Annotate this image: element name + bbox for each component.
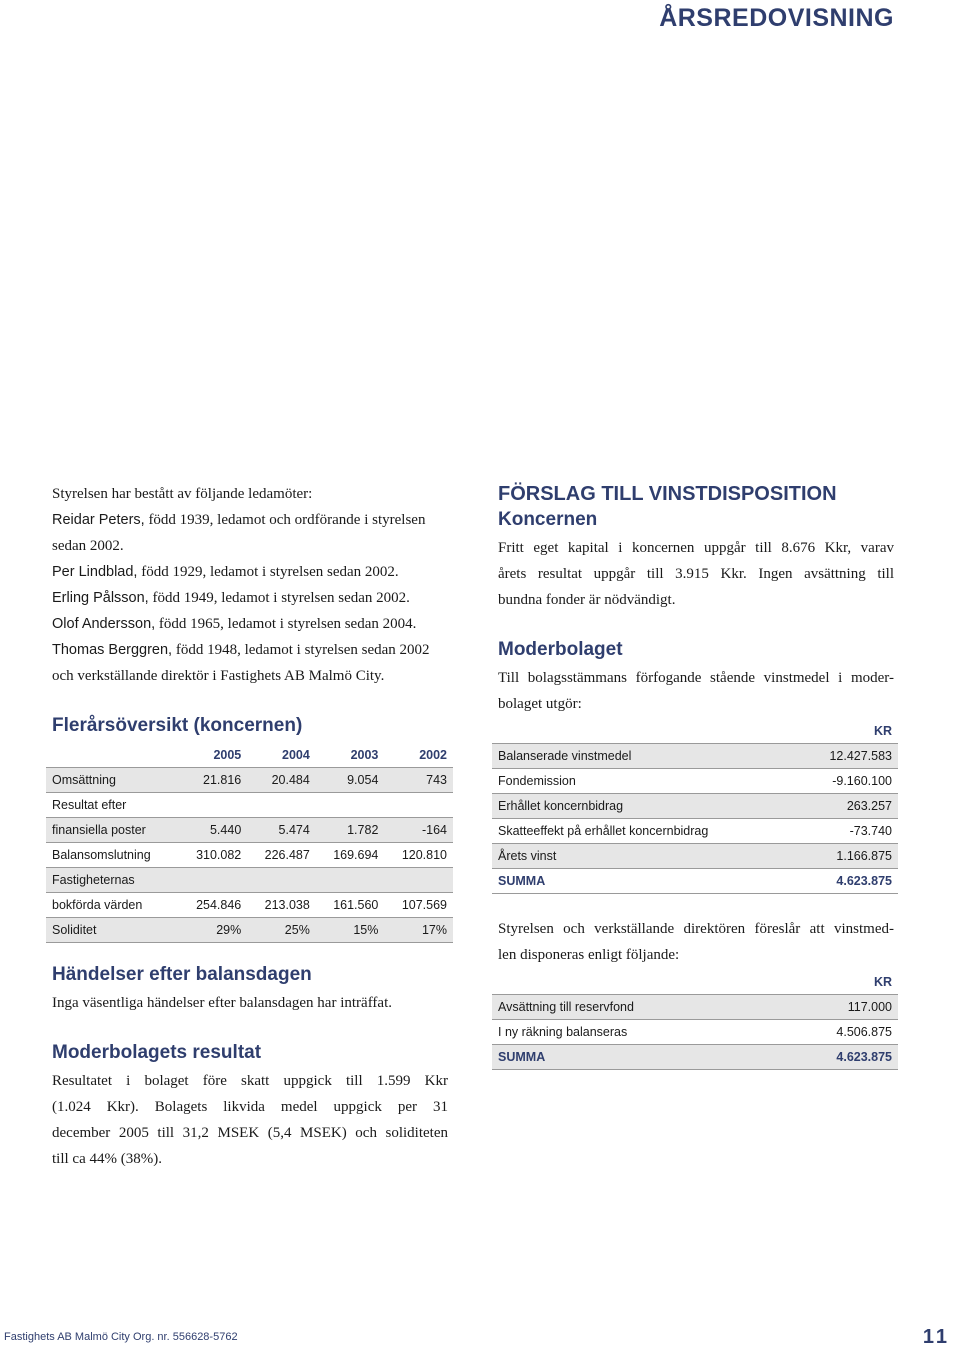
overview-cell: 169.694 [316, 843, 385, 868]
member-details: och verkställande direktör i Fastighets AB Malmö City. [52, 668, 385, 684]
overview-row-label: Balansomslutning [46, 843, 179, 868]
unit-label: KR [796, 719, 898, 744]
board-member-line [52, 507, 462, 533]
member-name: Thomas Berggren, [52, 642, 173, 658]
row-label: Skatteeffekt på erhållet koncernbidrag [492, 819, 796, 844]
overview-cell: 21.816 [179, 768, 248, 793]
row-value: 263.257 [796, 794, 898, 819]
proposal-title: FÖRSLAG TILL VINSTDISPOSITION [498, 483, 837, 505]
overview-cell [384, 868, 453, 893]
row-label: Balanserade vinstmedel [492, 744, 796, 769]
overview-cell: 29% [179, 918, 248, 943]
overview-year-header: 2003 [316, 743, 385, 768]
parent-result-text [52, 1068, 448, 1172]
page-number: 11 [922, 1326, 950, 1348]
sum-value: 4.623.875 [796, 869, 898, 894]
board-member-line [52, 585, 462, 611]
row-label: Avsättning till reservfond [492, 995, 771, 1020]
overview-row [46, 793, 453, 818]
overview-cell [384, 793, 453, 818]
header-title: ÅRSREDOVISNING [659, 4, 894, 32]
overview-row-label: Soliditet [46, 918, 179, 943]
overview-row-label: Resultat efter [46, 793, 179, 818]
table-row [492, 769, 898, 794]
overview-cell: -164 [384, 818, 453, 843]
board-intro: Styrelsen har bestått av följande ledamöter: [52, 486, 313, 502]
member-details: född 1949, ledamot i styrelsen sedan 2002. [148, 590, 410, 606]
row-value: -73.740 [796, 819, 898, 844]
overview-cell: 120.810 [384, 843, 453, 868]
events-title: Händelser efter balansdagen [52, 964, 312, 985]
events-text: Inga väsentliga händelser efter balansdagen har inträffat. [52, 995, 392, 1011]
overview-year-header: 2004 [247, 743, 316, 768]
overview-row [46, 918, 453, 943]
distribution-table [492, 970, 898, 1070]
text-line: bolaget utgör: [498, 696, 582, 712]
overview-header-blank [46, 743, 179, 768]
proposal-text [498, 916, 894, 968]
row-value: -9.160.100 [796, 769, 898, 794]
table-row [492, 1020, 898, 1045]
text-line: årets resultat uppgår till 3.915 Kkr. Ingen avsättning till [498, 566, 894, 582]
group-title: Koncernen [498, 509, 598, 530]
member-details: född 1939, ledamot och ordförande i styrelsen [144, 512, 426, 528]
board-member-line [52, 637, 462, 663]
overview-header-row [46, 743, 453, 768]
text-line: len disponeras enligt följande: [498, 947, 680, 963]
parent-title: Moderbolaget [498, 639, 623, 660]
overview-row-label: bokförda värden [46, 893, 179, 918]
unit-header-row [492, 719, 898, 744]
row-value: 12.427.583 [796, 744, 898, 769]
row-value: 4.506.875 [771, 1020, 898, 1045]
overview-cell: 161.560 [316, 893, 385, 918]
row-label: Årets vinst [492, 844, 796, 869]
overview-cell [179, 793, 248, 818]
overview-cell: 743 [384, 768, 453, 793]
sum-label: SUMMA [492, 1045, 771, 1070]
overview-year-header: 2002 [384, 743, 453, 768]
overview-row-label: Omsättning [46, 768, 179, 793]
member-details: född 1965, ledamot i styrelsen sedan 2004. [155, 616, 417, 632]
overview-cell: 25% [247, 918, 316, 943]
footer-company: Fastighets AB Malmö City Org. nr. 556628-5762 [4, 1331, 238, 1343]
overview-cell: 20.484 [247, 768, 316, 793]
member-details: född 1948, ledamot i styrelsen sedan 2002 [172, 642, 430, 658]
sum-row [492, 1045, 898, 1070]
board-member-line [52, 559, 462, 585]
board-members-list [52, 507, 462, 689]
text-line: till ca 44% (38%). [52, 1151, 162, 1167]
text-line: december 2005 till 31,2 MSEK (5,4 MSEK) och soliditeten [52, 1125, 448, 1141]
table-row [492, 744, 898, 769]
unit-header-blank [492, 970, 771, 995]
member-name: Reidar Peters, [52, 512, 145, 528]
retained-earnings-table [492, 719, 898, 894]
board-member-line [52, 611, 462, 637]
overview-year-header: 2005 [179, 743, 248, 768]
overview-cell: 1.782 [316, 818, 385, 843]
group-text [498, 535, 894, 613]
text-line: bundna fonder är nödvändigt. [498, 592, 676, 608]
overview-cell: 213.038 [247, 893, 316, 918]
board-member-line [52, 663, 462, 689]
overview-cell: 9.054 [316, 768, 385, 793]
overview-row [46, 818, 453, 843]
member-details: född 1929, ledamot i styrelsen sedan 2002. [137, 564, 399, 580]
row-value: 117.000 [771, 995, 898, 1020]
overview-cell: 5.474 [247, 818, 316, 843]
parent-text [498, 665, 894, 717]
overview-cell: 226.487 [247, 843, 316, 868]
table-row [492, 844, 898, 869]
sum-row [492, 869, 898, 894]
row-value: 1.166.875 [796, 844, 898, 869]
overview-cell: 17% [384, 918, 453, 943]
overview-row [46, 868, 453, 893]
table-row [492, 794, 898, 819]
overview-cell [247, 793, 316, 818]
overview-cell: 107.569 [384, 893, 453, 918]
member-name: Erling Pålsson, [52, 590, 149, 606]
overview-cell [247, 868, 316, 893]
overview-row-label: finansiella poster [46, 818, 179, 843]
unit-header-row [492, 970, 898, 995]
overview-table [46, 743, 453, 943]
sum-label: SUMMA [492, 869, 796, 894]
text-line: Till bolagsstämmans förfogande stående vinstmedel i moder- [498, 670, 894, 686]
board-member-line [52, 533, 462, 559]
overview-cell: 254.846 [179, 893, 248, 918]
text-line: Fritt eget kapital i koncernen uppgår till 8.676 Kkr, varav [498, 540, 894, 556]
unit-header-blank [492, 719, 796, 744]
overview-row-label: Fastigheternas [46, 868, 179, 893]
overview-cell [179, 868, 248, 893]
member-name: Per Lindblad, [52, 564, 138, 580]
text-line: Styrelsen och verkställande direktören föreslår att vinstmed- [498, 921, 894, 937]
overview-cell: 5.440 [179, 818, 248, 843]
overview-row [46, 843, 453, 868]
text-line: (1.024 Kkr). Bolagets likvida medel uppgick per 31 [52, 1099, 448, 1115]
text-line: Resultatet i bolaget före skatt uppgick till 1.599 Kkr [52, 1073, 448, 1089]
overview-row [46, 893, 453, 918]
parent-result-title: Moderbolagets resultat [52, 1042, 262, 1063]
table-row [492, 819, 898, 844]
overview-title: Flerårsöversikt (koncernen) [52, 715, 303, 736]
table-row [492, 995, 898, 1020]
row-label: I ny räkning balanseras [492, 1020, 771, 1045]
overview-cell: 310.082 [179, 843, 248, 868]
member-details: sedan 2002. [52, 538, 124, 554]
overview-cell [316, 793, 385, 818]
row-label: Erhållet koncernbidrag [492, 794, 796, 819]
overview-row [46, 768, 453, 793]
sum-value: 4.623.875 [771, 1045, 898, 1070]
overview-cell [316, 868, 385, 893]
unit-label: KR [771, 970, 898, 995]
board-section [52, 481, 462, 689]
member-name: Olof Andersson, [52, 616, 156, 632]
overview-cell: 15% [316, 918, 385, 943]
row-label: Fondemission [492, 769, 796, 794]
